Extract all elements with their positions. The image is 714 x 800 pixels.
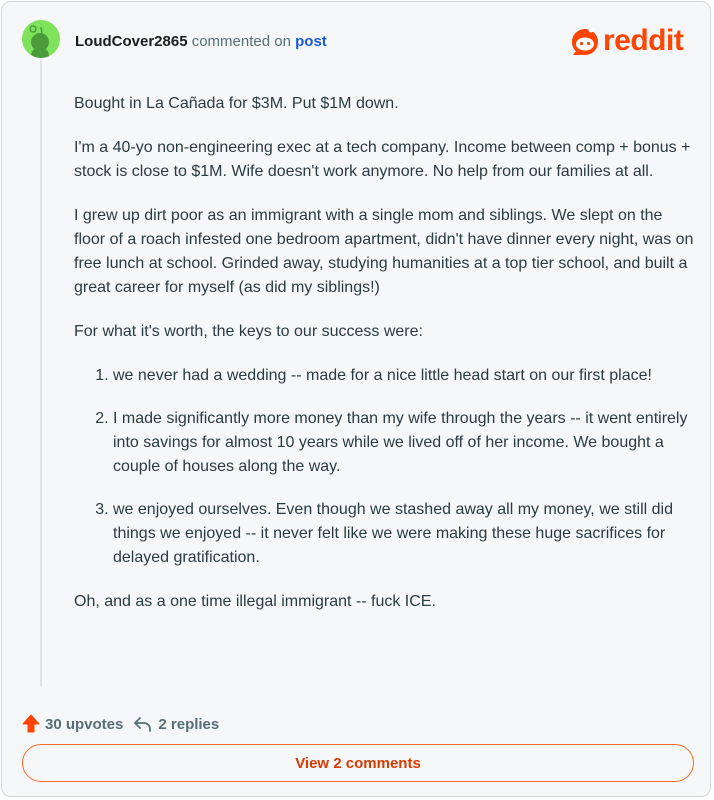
comment-paragraph: I grew up dirt poor as an immigrant with a single mom and siblings. We slept on the floor of a roach infested one bedroom apartment, didn't have dinner every night, was on free lunch at school. Grinded away, studying humanities at a top tier school, and built a great career for myself (as did my siblings!): [74, 207, 694, 296]
comment-body: [74, 92, 694, 634]
comment-paragraph: Oh, and as a one time illegal immigrant -- fuck ICE.: [74, 593, 436, 610]
username-link[interactable]: LoudCover2865: [75, 33, 188, 50]
snoo-logo-icon: [570, 25, 600, 57]
list-item: 1. we never had a wedding -- made for a nice little head start on our first place!: [113, 364, 694, 388]
comment-header: [75, 33, 327, 50]
upvote-arrow-icon[interactable]: [22, 714, 40, 734]
action-text: commented on: [191, 33, 291, 50]
comment-paragraph: I'm a 40-yo non-engineering exec at a tech company. Income between comp + bonus + stock is close to $1M. Wife doesn't work anymore. No help from our families at all.: [74, 139, 691, 180]
view-comments-button[interactable]: View 2 comments: [22, 744, 694, 782]
reddit-logo[interactable]: [570, 24, 683, 58]
comment-paragraph: For what it's worth, the keys to our success were:: [74, 323, 423, 340]
user-avatar[interactable]: [22, 20, 60, 58]
reddit-wordmark: reddit: [603, 24, 684, 57]
thread-line: [40, 60, 42, 686]
snoo-avatar-icon: [22, 20, 60, 58]
upvote-count: 30 upvotes: [45, 715, 124, 733]
comment-paragraph: Bought in La Cañada for $3M. Put $1M down.: [74, 95, 399, 112]
keys-list: [74, 364, 694, 570]
reply-arrow-icon[interactable]: [133, 715, 153, 733]
list-item: 3. we enjoyed ourselves. Even though we stashed away all my money, we still did things we enjoyed -- it never felt like we were making these huge sacrifices for delayed gratification.: [113, 498, 694, 570]
comment-footer: [22, 714, 227, 734]
reply-count[interactable]: 2 replies: [158, 715, 220, 733]
list-item: 2. I made significantly more money than my wife through the years -- it went entirely into savings for almost 10 years while we lived off of her income. We bought a couple of houses along the way.: [113, 407, 694, 479]
post-link[interactable]: post: [295, 33, 327, 50]
comment-card: [1, 1, 711, 797]
